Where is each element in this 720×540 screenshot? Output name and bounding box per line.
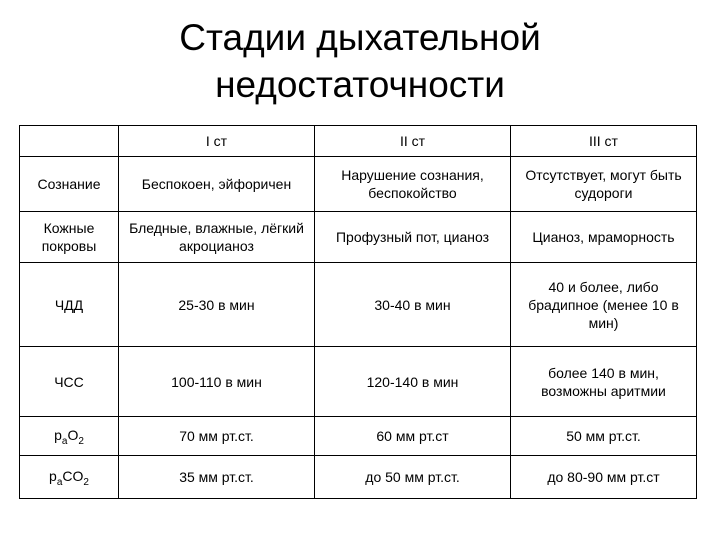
table-cell: 35 мм рт.ст. <box>119 456 315 499</box>
header-cell-stage-3: III ст <box>511 126 697 157</box>
header-cell-empty <box>20 126 119 157</box>
table-cell: до 50 мм рт.ст. <box>315 456 511 499</box>
title-line-2: недостаточности <box>215 64 505 105</box>
label-gas: CO <box>62 467 84 484</box>
table-cell: до 80-90 мм рт.ст <box>511 456 697 499</box>
table-cell: 50 мм рт.ст. <box>511 417 697 456</box>
table-row <box>20 417 697 456</box>
table-row <box>20 157 697 212</box>
table-cell: 30-40 в мин <box>315 263 511 347</box>
title-line-1: Стадии дыхательной <box>179 17 541 58</box>
label-subscript: a <box>56 476 63 488</box>
label-subscript: 2 <box>78 435 84 447</box>
row-label-pao2 <box>20 417 119 456</box>
label-gas: O <box>67 426 79 443</box>
table-cell: 40 и более, либо брадипное (менее 10 в мин) <box>511 263 697 347</box>
slide-title <box>0 14 720 108</box>
table-row <box>20 263 697 347</box>
header-cell-stage-2: II ст <box>315 126 511 157</box>
table-cell: 120-140 в мин <box>315 347 511 417</box>
label-p: p <box>54 426 62 443</box>
table-cell: Беспокоен, эйфоричен <box>119 157 315 212</box>
table-cell: 70 мм рт.ст. <box>119 417 315 456</box>
label-subscript: 2 <box>83 476 89 488</box>
table-cell: Профузный пот, цианоз <box>315 212 511 263</box>
row-label: ЧДД <box>20 263 119 347</box>
table-row <box>20 347 697 417</box>
table-cell: Отсутствует, могут быть судороги <box>511 157 697 212</box>
stages-table <box>19 125 697 499</box>
row-label: Кожные покровы <box>20 212 119 263</box>
table-cell: 25-30 в мин <box>119 263 315 347</box>
table-row <box>20 456 697 499</box>
table-cell: 60 мм рт.ст <box>315 417 511 456</box>
row-label: ЧСС <box>20 347 119 417</box>
table-cell: 100-110 в мин <box>119 347 315 417</box>
table-cell: Нарушение сознания, беспокойство <box>315 157 511 212</box>
header-cell-stage-1: I ст <box>119 126 315 157</box>
table-cell: более 140 в мин, возможны аритмии <box>511 347 697 417</box>
table-row <box>20 212 697 263</box>
label-p: p <box>49 467 57 484</box>
header-row <box>20 126 697 157</box>
table-cell: Бледные, влажные, лёгкий акроцианоз <box>119 212 315 263</box>
row-label-paco2 <box>20 456 119 499</box>
row-label: Сознание <box>20 157 119 212</box>
table-cell: Цианоз, мраморность <box>511 212 697 263</box>
label-subscript: a <box>61 435 68 447</box>
